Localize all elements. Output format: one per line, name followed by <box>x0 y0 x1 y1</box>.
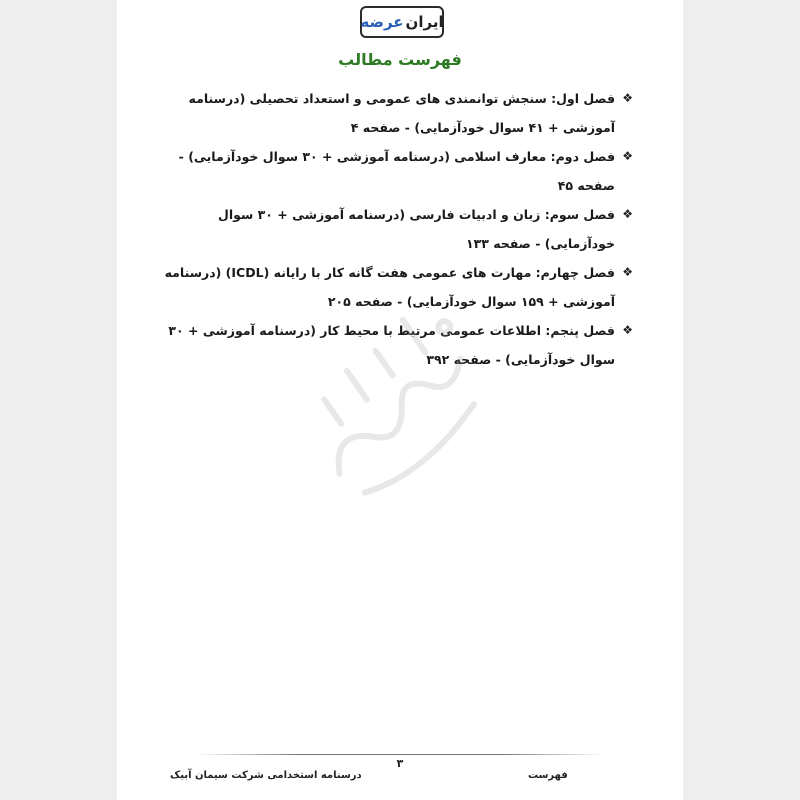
bullet-icon: ❖ <box>622 207 633 221</box>
page-number: ۳ <box>396 757 404 770</box>
toc-item <box>148 142 633 200</box>
bullet-icon: ❖ <box>622 265 633 279</box>
footer-section-title: فهرست <box>528 770 568 781</box>
toc-item-text: فصل سوم: زبان و ادبیات فارسی (درسنامه آموزشی + ۳۰ سوال خودآزمایی) - صفحه ۱۳۳ <box>218 207 615 251</box>
bullet-icon: ❖ <box>622 323 633 337</box>
bullet-icon: ❖ <box>622 91 633 105</box>
toc-item-text: فصل چهارم: مهارت های عمومی هفت گانه کار با رایانه (ICDL) (درسنامه آموزشی + ۱۵۹ سوال خودآزمایی) - صفحه ۲۰۵ <box>164 265 615 309</box>
watermark-logo <box>280 300 540 500</box>
toc-item-text: فصل پنجم: اطلاعات عمومی مرتبط با محیط کار (درسنامه آموزشی + ۳۰ سوال خودآزمایی) - صفحه ۳۹۲ <box>168 323 615 367</box>
footer-document-title: درسنامه استخدامی شرکت سیمان آبیک <box>170 770 362 781</box>
footer-divider <box>195 754 605 755</box>
toc-item-text: فصل دوم: معارف اسلامی (درسنامه آموزشی + ۳۰ سوال خودآزمایی) - صفحه ۴۵ <box>178 149 615 193</box>
site-logo <box>360 6 444 38</box>
toc-item <box>148 200 633 258</box>
logo-text-part2: عرضه <box>360 13 404 31</box>
page-title: فهرست مطالب <box>338 50 462 69</box>
toc-item-text: فصل اول: سنجش توانمندی های عمومی و استعداد تحصیلی (درسنامه آموزشی + ۴۱ سوال خودآزمایی) - صفحه ۴ <box>188 91 615 135</box>
logo-text-part1: ایران <box>405 13 444 31</box>
bullet-icon: ❖ <box>622 149 633 163</box>
toc-item <box>148 84 633 142</box>
